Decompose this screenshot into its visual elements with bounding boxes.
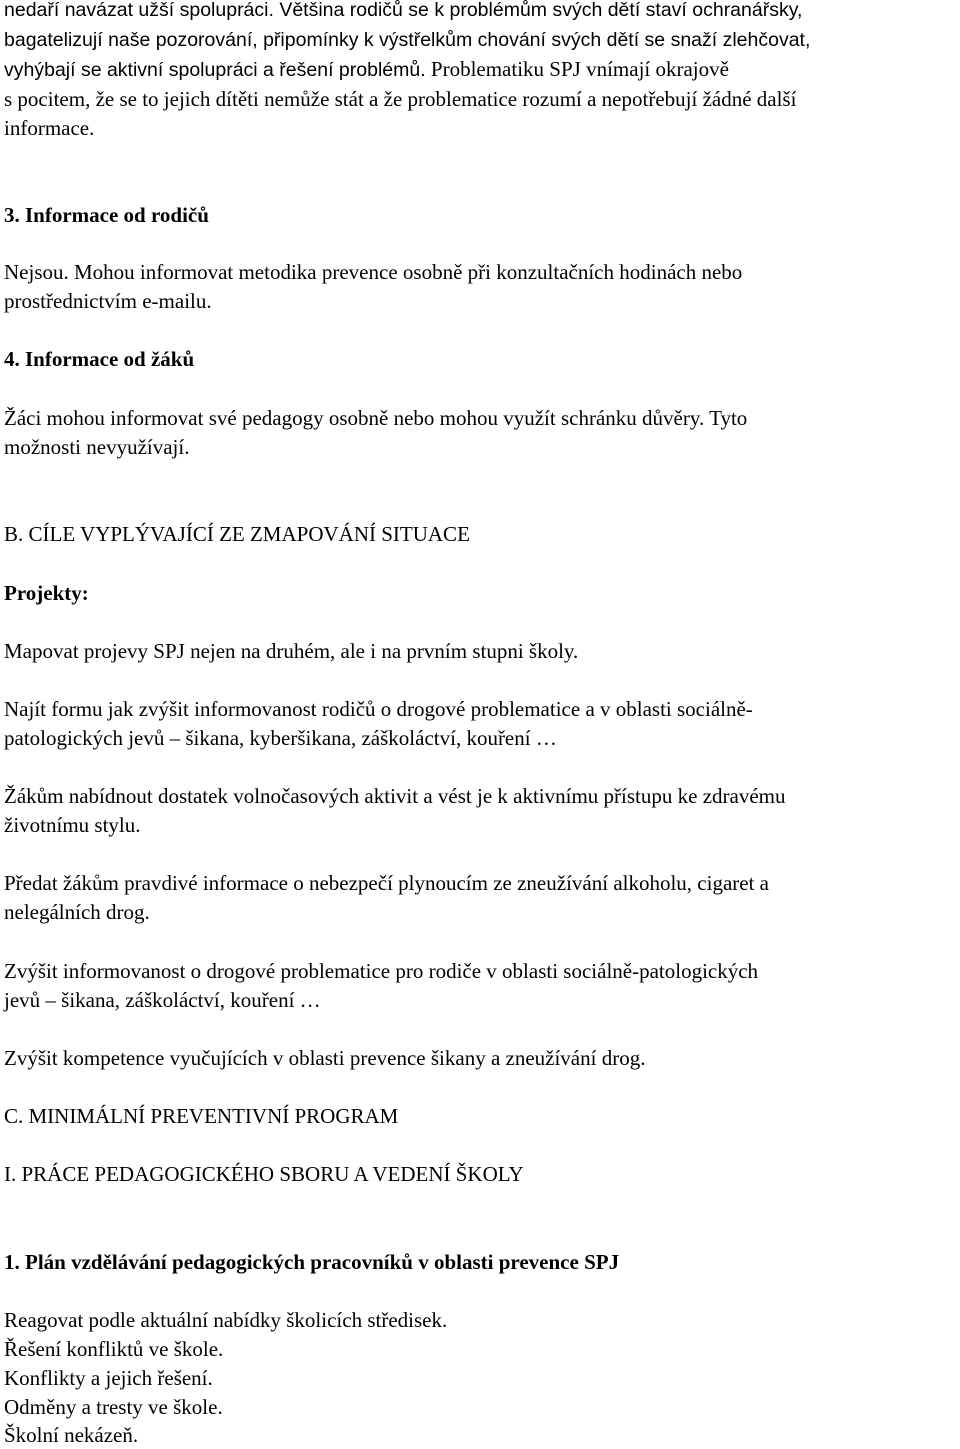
goal-6: Zvýšit kompetence vyučujících v oblasti prevence šikany a zneužívání drog. bbox=[4, 1046, 646, 1070]
intro-paragraph-line-1: nedaří navázat užší spolupráci. Většina rodičů se k problémům svých dětí staví ochranářsky, bbox=[4, 0, 803, 21]
section-4-line-2: možnosti nevyužívají. bbox=[4, 435, 190, 459]
plan-item: Školní nekázeň. bbox=[4, 1423, 139, 1447]
plan-item: Řešení konfliktů ve škole. bbox=[4, 1337, 224, 1361]
intro-paragraph-line-3-part-1: vyhýbají se aktivní spolupráci a řešení problémů. bbox=[4, 59, 426, 81]
plan-heading: 1. Plán vzdělávání pedagogických pracovníků v oblasti prevence SPJ bbox=[4, 1250, 620, 1274]
section-4-line-1: Žáci mohou informovat své pedagogy osobně nebo mohou využít schránku důvěry. Tyto bbox=[4, 406, 748, 430]
intro-paragraph-line-3-part-2: Problematiku SPJ vnímají okrajově bbox=[430, 57, 729, 81]
goal-1: Mapovat projevy SPJ nejen na druhém, ale i na prvním stupni školy. bbox=[4, 639, 579, 663]
intro-paragraph-line-3 bbox=[4, 55, 729, 84]
section-c-subheading: I. PRÁCE PEDAGOGICKÉHO SBORU A VEDENÍ ŠKOLY bbox=[4, 1162, 524, 1186]
goal-3-line-2: životnímu stylu. bbox=[4, 813, 141, 837]
intro-paragraph-line-4: s pocitem, že se to jejich dítěti nemůže stát a že problematice rozumí a nepotřebují žádné další bbox=[4, 87, 797, 111]
section-b-heading: B. CÍLE VYPLÝVAJÍCÍ ZE ZMAPOVÁNÍ SITUACE bbox=[4, 522, 470, 546]
goal-2-line-2: patologických jevů – šikana, kyberšikana, záškoláctví, kouření … bbox=[4, 726, 557, 750]
plan-item: Odměny a tresty ve škole. bbox=[4, 1395, 223, 1419]
plan-item: Reagovat podle aktuální nabídky školicích středisek. bbox=[4, 1308, 448, 1332]
section-3-line-1: Nejsou. Mohou informovat metodika prevence osobně při konzultačních hodinách nebo bbox=[4, 260, 743, 284]
goal-2-line-1: Najít formu jak zvýšit informovanost rodičů o drogové problematice a v oblasti sociálně- bbox=[4, 697, 753, 721]
section-c-heading: C. MINIMÁLNÍ PREVENTIVNÍ PROGRAM bbox=[4, 1104, 399, 1128]
goal-3-line-1: Žákům nabídnout dostatek volnočasových aktivit a vést je k aktivnímu přístupu ke zdravému bbox=[4, 784, 786, 808]
projects-label: Projekty: bbox=[4, 581, 89, 605]
section-3-line-2: prostřednictvím e-mailu. bbox=[4, 289, 212, 313]
plan-item: Konflikty a jejich řešení. bbox=[4, 1366, 213, 1390]
section-4-heading: 4. Informace od žáků bbox=[4, 347, 195, 371]
intro-paragraph-line-5: informace. bbox=[4, 116, 95, 140]
goal-4-line-1: Předat žákům pravdivé informace o nebezpečí plynoucím ze zneužívání alkoholu, cigaret a bbox=[4, 871, 770, 895]
section-3-heading: 3. Informace od rodičů bbox=[4, 203, 209, 227]
goal-5-line-2: jevů – šikana, záškoláctví, kouření … bbox=[4, 988, 321, 1012]
goal-4-line-2: nelegálních drog. bbox=[4, 900, 150, 924]
intro-paragraph-line-2: bagatelizují naše pozorování, připomínky k výstřelkům chování svých dětí se snaží zlehčovat, bbox=[4, 29, 811, 51]
goal-5-line-1: Zvýšit informovanost o drogové problematice pro rodiče v oblasti sociálně-patologických bbox=[4, 959, 759, 983]
